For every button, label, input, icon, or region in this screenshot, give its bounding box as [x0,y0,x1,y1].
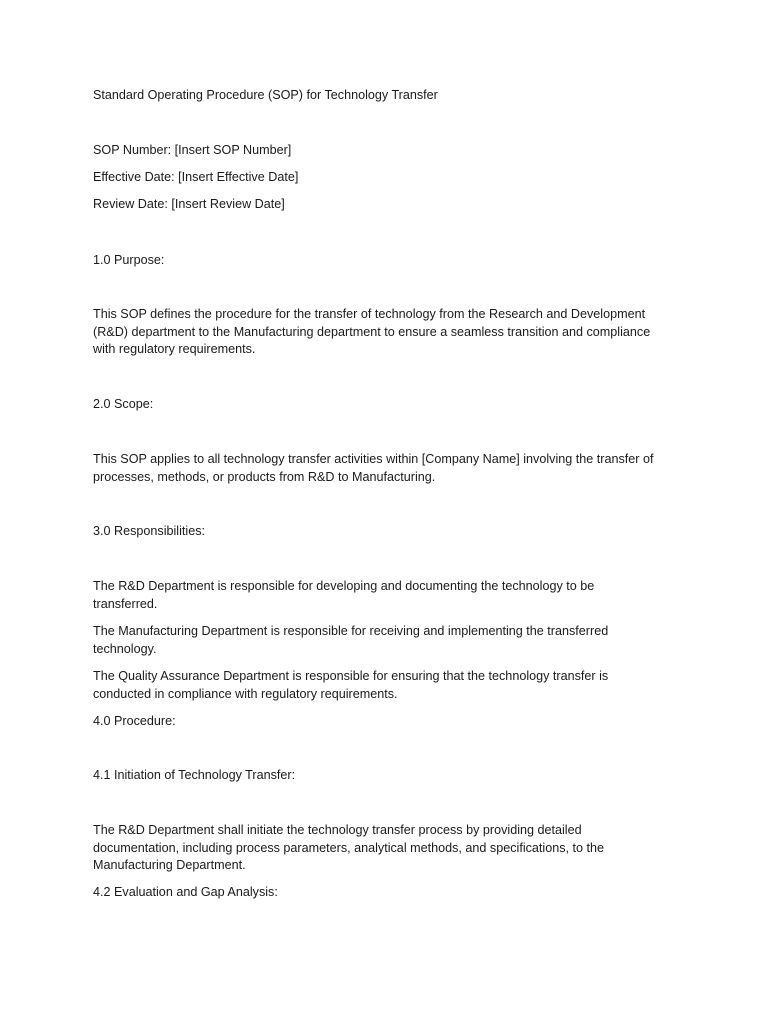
evaluation-heading: 4.2 Evaluation and Gap Analysis: [93,885,278,899]
purpose-heading: 1.0 Purpose: [93,253,165,267]
responsibilities-heading: 3.0 Responsibilities: [93,524,206,538]
purpose-text: This SOP defines the procedure for the transfer of technology from the Research and Development (R&D) department to the Manufacturing department to ensure a seamless transition and compliance with regulatory requirements. [93,307,651,356]
procedure-heading: 4.0 Procedure: [93,714,176,728]
initiation-heading: 4.1 Initiation of Technology Transfer: [93,768,296,782]
scope-text: This SOP applies to all technology transfer activities within [Company Name] involving the transfer of processes, methods, or products from R&D to Manufacturing. [93,452,654,484]
responsibility-rd: The R&D Department is responsible for developing and documenting the technology to be transferred. [93,579,595,611]
effective-date: Effective Date: [Insert Effective Date] [93,170,299,184]
review-date: Review Date: [Insert Review Date] [93,197,285,211]
document-title: Standard Operating Procedure (SOP) for Technology Transfer [93,88,438,102]
responsibility-manufacturing: The Manufacturing Department is responsible for receiving and implementing the transferred technology. [93,624,609,656]
initiation-text: The R&D Department shall initiate the technology transfer process by providing detailed documentation, including process parameters, analytical methods, and specifications, to the Manufacturing Department. [93,823,605,872]
responsibility-qa: The Quality Assurance Department is responsible for ensuring that the technology transfer is conducted in compliance with regulatory requirements. [93,669,609,701]
sop-number: SOP Number: [Insert SOP Number] [93,143,292,157]
scope-heading: 2.0 Scope: [93,397,154,411]
